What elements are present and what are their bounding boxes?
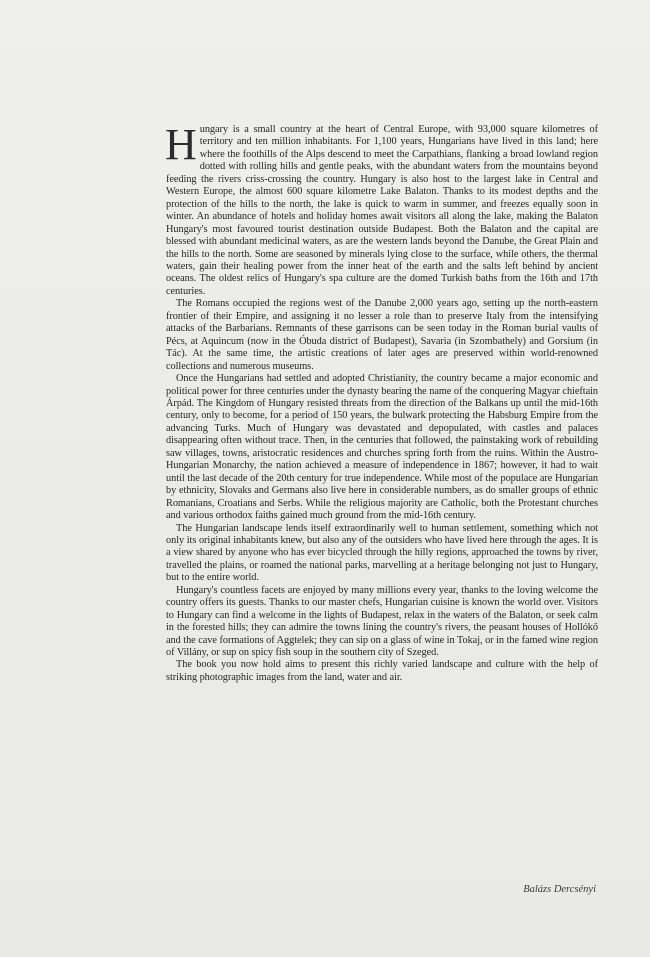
paragraph-1-text: ungary is a small country at the heart of Central Europe, with 93,000 square kilometres of territory and ten million inhabitants. For 1,100 years, Hungarians have lived in this land; here where the foothills of the Alps descend to meet the Carpathians, flanking a broad lowland region dotted with rolling hills and gentle peaks, with the abundant waters from the mountains beyond feeding the rivers criss-crossing the country. Hungary is also host to the largest lake in Central and Western Europe, the almost 600 square kilometre Lake Balaton. Thanks to its modest depths and the protection of the hills to the north, the lake is quick to warm in summer, and freezes equally soon in winter. An abundance of hotels and holiday homes await visitors all along the lake, making the Balaton Hungary's most favoured tourist destination outside Budapest. Both the Balaton and the capital are blessed with abundant medicinal waters, as are the western lands beyond the Danube, the Great Plain and the hills to the north. Some are seasoned by minerals lying close to the surface, while others, the thermal waters, gain their healing power from the inner heat of the earth and the salts left behind by ancient oceans. The oldest relics of Hungary's spa culture are the domed Turkish baths from the 16th and 17th centuries.	[166, 124, 598, 297]
paragraph-3: Once the Hungarians had settled and adopted Christianity, the country became a major economic and political power for three centuries under the dynasty bearing the name of the conquering Magyar chieftain Árpád. The Kingdom of Hungary resisted threats from the direction of the Balkans up until the mid-16th century, only to become, for a period of 150 years, the bulwark protecting the Habsburg Empire from the advancing Turks. Much of Hungary was devastated and depopulated, with castles and palaces disappearing often without trace. Then, in the centuries that followed, the painstaking work of rebuilding saw villages, towns, aristocratic residences and churches spring forth from the ruins. Within the Austro-Hungarian Monarchy, the nation achieved a measure of independence in 1867; however, it had to wait until the last decade of the 20th century for true independence. While most of the populace are Hungarian by ethnicity, Slovaks and Germans also live here in considerable numbers, as do smaller groups of ethnic Romanians, Croatians and Serbs. While the religious majority are Catholic, both the Protestant churches and various orthodox faiths gained much ground from the mid-16th century.	[166, 373, 598, 522]
article-body	[165, 120, 598, 684]
drop-cap: H	[165, 120, 197, 169]
paragraph-6: The book you now hold aims to present this richly varied landscape and culture with the help of striking photographic images from the land, water and air.	[166, 659, 598, 683]
paragraph-1	[165, 120, 598, 298]
paragraph-5: Hungary's countless facets are enjoyed by many millions every year, thanks to the loving welcome the country offers its guests. Thanks to our master chefs, Hungarian cuisine is known the world over. Visitors to Hungary can find a welcome in the lights of Budapest, relax in the waters of the Balaton, or seek calm in the forested hills; they can admire the towns lining the country's rivers, the peasant houses of Hollókő and the cave formations of Aggtelek; they can sip on a glass of wine in Tokaj, or in the famed wine region of Villány, or sup on spicy fish soup in the southern city of Szeged.	[166, 584, 598, 659]
author-signature: Balázs Dercsényi	[523, 884, 596, 895]
paragraph-4: The Hungarian landscape lends itself extraordinarily well to human settlement, something which not only its original inhabitants knew, but also any of the outsiders who have lived here through the ages. It is a view shared by anyone who has ever bicycled through the hilly regions, approached the towns by river, travelled the plains, or roamed the national parks, marvelling at a heritage belonging not just to Hungary, but to the entire world.	[166, 522, 598, 584]
paragraph-2: The Romans occupied the regions west of the Danube 2,000 years ago, setting up the north-eastern frontier of their Empire, and assigning it no lesser a role than to preserve Italy from the intensifying attacks of the Barbarians. Remnants of these garrisons can be seen today in the Roman burial vaults of Pécs, at Aquincum (now in the Óbuda district of Budapest), Savaria (in Szombathely) and Gorsium (in Tác). At the same time, the artistic creations of later ages are preserved within world-renowned collections and numerous museums.	[166, 298, 598, 372]
